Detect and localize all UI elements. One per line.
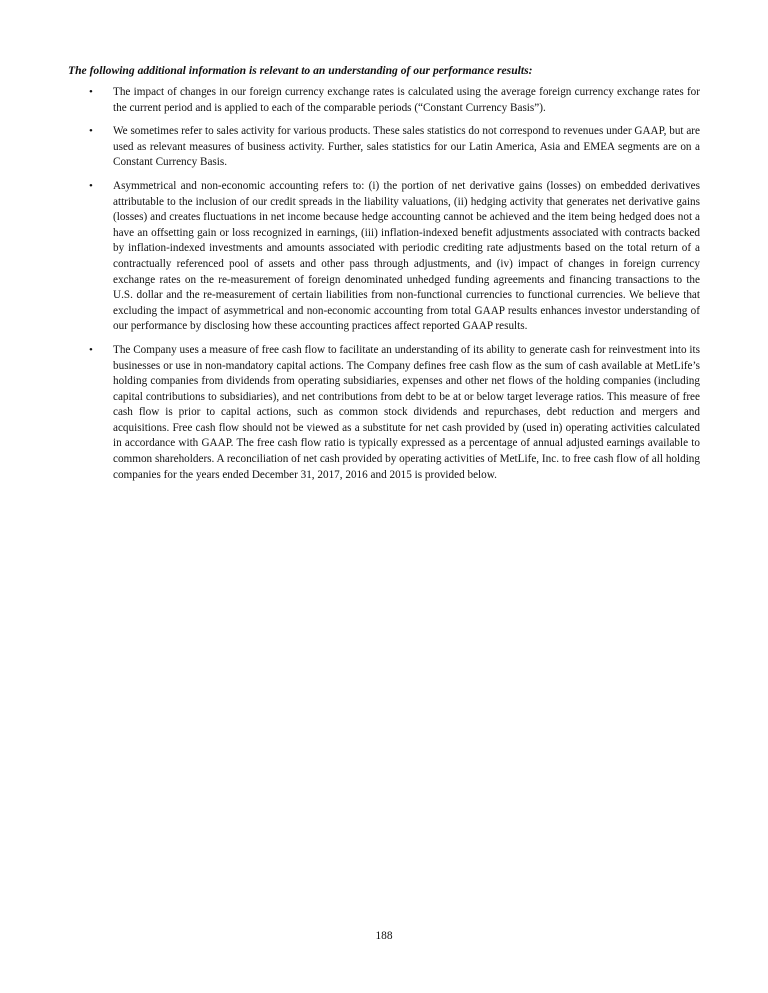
bullet-item-asymmetrical-accounting bbox=[68, 179, 700, 335]
bullet-list bbox=[68, 85, 700, 491]
bullet-text: The Company uses a measure of free cash flow to facilitate an understanding of its ability to generate cash for reinvestment into its businesses or use in non-mandatory capital actions. The Company defines free cash flow as the sum of cash available at MetLife’s holding companies from dividends from operating subsidiaries, expenses and other net flows of the holding companies (including capital contributions to subsidiaries), and net contributions from debt to be at or below target leverage ratios. This measure of free cash flow is prior to capital actions, such as common stock dividends and repurchases, debt reduction and mergers and acquisitions. Free cash flow should not be viewed as a substitute for net cash provided by (used in) operating activities calculated in accordance with GAAP. The free cash flow ratio is typically expressed as a percentage of annual adjusted earnings available to common shareholders. A reconciliation of net cash provided by operating activities of MetLife, Inc. to free cash flow of all holding companies for the years ended December 31, 2017, 2016 and 2015 is provided below. bbox=[113, 343, 700, 481]
page-number: 188 bbox=[375, 930, 393, 942]
bullet-item-constant-currency bbox=[68, 85, 700, 116]
bullet-item-sales-activity bbox=[68, 124, 700, 171]
bullet-item-free-cash-flow bbox=[68, 343, 700, 483]
section-heading: The following additional information is relevant to an understanding of our performance results: bbox=[68, 64, 533, 77]
bullet-icon: • bbox=[89, 179, 93, 192]
bullet-icon: • bbox=[89, 86, 93, 98]
bullet-text: We sometimes refer to sales activity for various products. These sales statistics do not correspond to revenues under GAAP, but are used as relevant measures of business activity. Further, sales statistics for our Latin America, Asia and EMEA segments are on a Constant Currency Basis. bbox=[113, 125, 700, 169]
bullet-icon: • bbox=[89, 343, 93, 356]
bullet-text: Asymmetrical and non-economic accounting refers to: (i) the portion of net derivative gains (losses) on embedded derivatives attributable to the inclusion of our credit spreads in the liability valuations, (ii) hedging activity that generates net derivative gains (losses) and creates fluctuations in net income because hedge accounting cannot be achieved and the item being hedged does not a have an offsetting gain or loss recognized in earnings, (iii) inflation-indexed benefit adjustments associated with contracts backed by inflation-indexed investments and amounts associated with periodic crediting rate adjustments based on the total return of a contractually referenced pool of assets and other pass through adjustments, and (iv) impact of changes in foreign currency exchange rates on the re-measurement of foreign denominated unhedged funding agreements and financing transactions to the U.S. dollar and the re-measurement of certain liabilities from non-functional currencies to functional currencies. We believe that excluding the impact of asymmetrical and non-economic accounting from total GAAP results enhances investor understanding of our performance by disclosing how these accounting practices affect reported GAAP results. bbox=[113, 179, 700, 333]
bullet-icon: • bbox=[89, 125, 93, 138]
bullet-text: The impact of changes in our foreign currency exchange rates is calculated using the average foreign currency exchange rates for the current period and is applied to each of the comparable periods (“Constant Currency Basis”). bbox=[113, 86, 700, 114]
